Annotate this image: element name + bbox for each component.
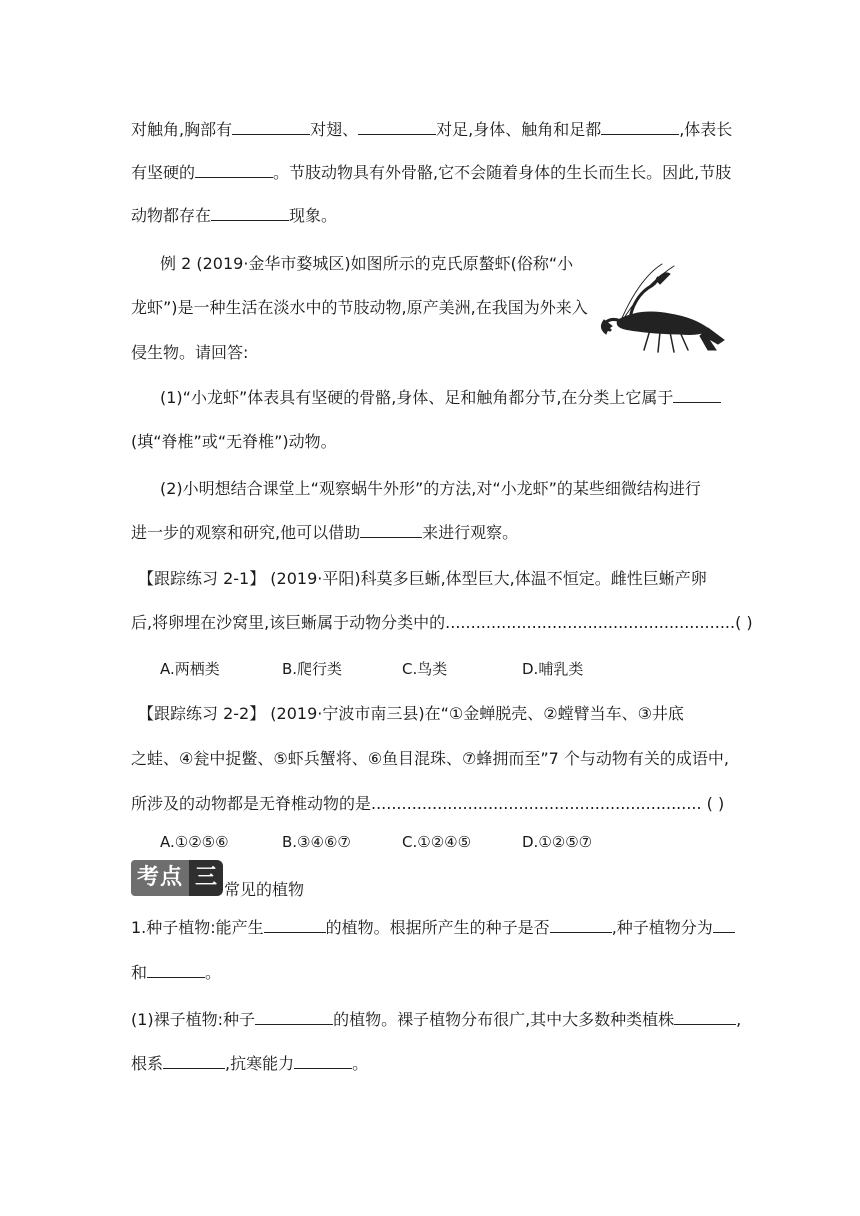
answer-blank (211, 206, 289, 221)
text: 对足,身体、触角和足都 (436, 120, 602, 139)
plants-line1 (131, 918, 735, 938)
text: 。 (205, 963, 222, 982)
option-a: A.①②⑤⑥ (160, 833, 229, 851)
text: 对触角,胸部有 (131, 120, 233, 139)
text: 有坚硬的 (131, 163, 196, 182)
text: ,体表长 (679, 120, 733, 139)
text: (1)裸子植物:种子 (131, 1010, 256, 1029)
answer-blank (264, 918, 326, 933)
question2-line1: (2)小明想结合课堂上“观察蜗牛外形”的方法,对“小龙虾”的某些细微结构进行 (160, 479, 701, 498)
answer-blank (713, 918, 735, 933)
practice21-line2: 后,将卵埋在沙窝里,该巨蜥属于动物分类中的.........................................................( ) (131, 613, 753, 632)
option-a: A.两栖类 (160, 660, 220, 678)
answer-blank (163, 1054, 225, 1069)
answer-blank (232, 120, 310, 135)
option-c: C.鸟类 (402, 660, 448, 678)
text: , (736, 1010, 742, 1029)
paragraph1-line1 (131, 120, 732, 140)
text: 。 (352, 1054, 369, 1073)
text: ,种子植物分为 (611, 918, 713, 937)
text: 的植物。裸子植物分布很广,其中大多数种类植株 (333, 1010, 675, 1029)
text: 的植物。根据所产生的种子是否 (325, 918, 550, 937)
example2-line1: 例 2 (2019·金华市婺城区)如图所示的克氏原螯虾(俗称“小 (160, 254, 574, 273)
answer-blank (360, 523, 422, 538)
text: 。节肢动物具有外骨骼,它不会随着身体的生长而生长。因此,节肢 (273, 163, 732, 182)
answer-blank (147, 963, 205, 978)
answer-blank (601, 120, 679, 135)
answer-blank (195, 163, 273, 178)
answer-blank (358, 120, 436, 135)
text: (1)“小龙虾”体表具有坚硬的骨骼,身体、足和触角都分节,在分类上它属于 (160, 388, 674, 407)
answer-blank (673, 388, 721, 403)
section-badge (131, 860, 223, 896)
text: 根系 (131, 1054, 164, 1073)
practice22-line3: 所涉及的动物都是无脊椎动物的是................................................................. ( ) (131, 794, 725, 813)
text: 动物都存在 (131, 206, 212, 225)
answer-blank (294, 1054, 352, 1069)
question2-line2 (131, 523, 518, 543)
example2-line2: 龙虾”)是一种生活在淡水中的节肢动物,原产美洲,在我国为外来入 (131, 298, 588, 317)
example2-line3: 侵生物。请回答: (131, 343, 249, 362)
plants-line3 (131, 1010, 741, 1030)
question1-line2: (填“脊椎”或“无脊椎”)动物。 (131, 432, 337, 451)
practice21-line1: 【跟踪练习 2-1】 (2019·平阳)科莫多巨蜥,体型巨大,体温不恒定。雌性巨蜥产卵 (138, 569, 707, 588)
text: 进一步的观察和研究,他可以借助 (131, 523, 361, 542)
paragraph1-line2 (131, 163, 731, 183)
paragraph1-line3 (131, 206, 337, 226)
answer-blank (255, 1010, 333, 1025)
text: ,抗寒能力 (225, 1054, 295, 1073)
text: 对翅、 (310, 120, 359, 139)
option-d: D.哺乳类 (522, 660, 584, 678)
crayfish-image (600, 258, 730, 358)
option-c: C.①②④⑤ (402, 833, 472, 851)
badge-number: 三 (189, 860, 223, 896)
question1-line1 (160, 388, 721, 408)
option-d: D.①②⑤⑦ (522, 833, 593, 851)
option-b: B.爬行类 (282, 660, 343, 678)
option-b: B.③④⑥⑦ (282, 833, 351, 851)
plants-line2 (131, 963, 221, 983)
plants-line4 (131, 1054, 368, 1074)
badge-label: 考点 (131, 860, 189, 896)
text: 和 (131, 963, 148, 982)
answer-blank (674, 1010, 736, 1025)
text: 来进行观察。 (422, 523, 519, 542)
practice22-line1: 【跟踪练习 2-2】 (2019·宁波市南三县)在“①金蝉脱壳、②螳臂当车、③井底 (138, 704, 684, 723)
text: 1.种子植物:能产生 (131, 918, 264, 937)
section-title: 常见的植物 (224, 880, 305, 899)
answer-blank (550, 918, 612, 933)
practice22-line2: 之蛙、④瓮中捉鳖、⑤虾兵蟹将、⑥鱼目混珠、⑦蜂拥而至”7 个与动物有关的成语中, (131, 749, 730, 768)
text: 现象。 (289, 206, 338, 225)
